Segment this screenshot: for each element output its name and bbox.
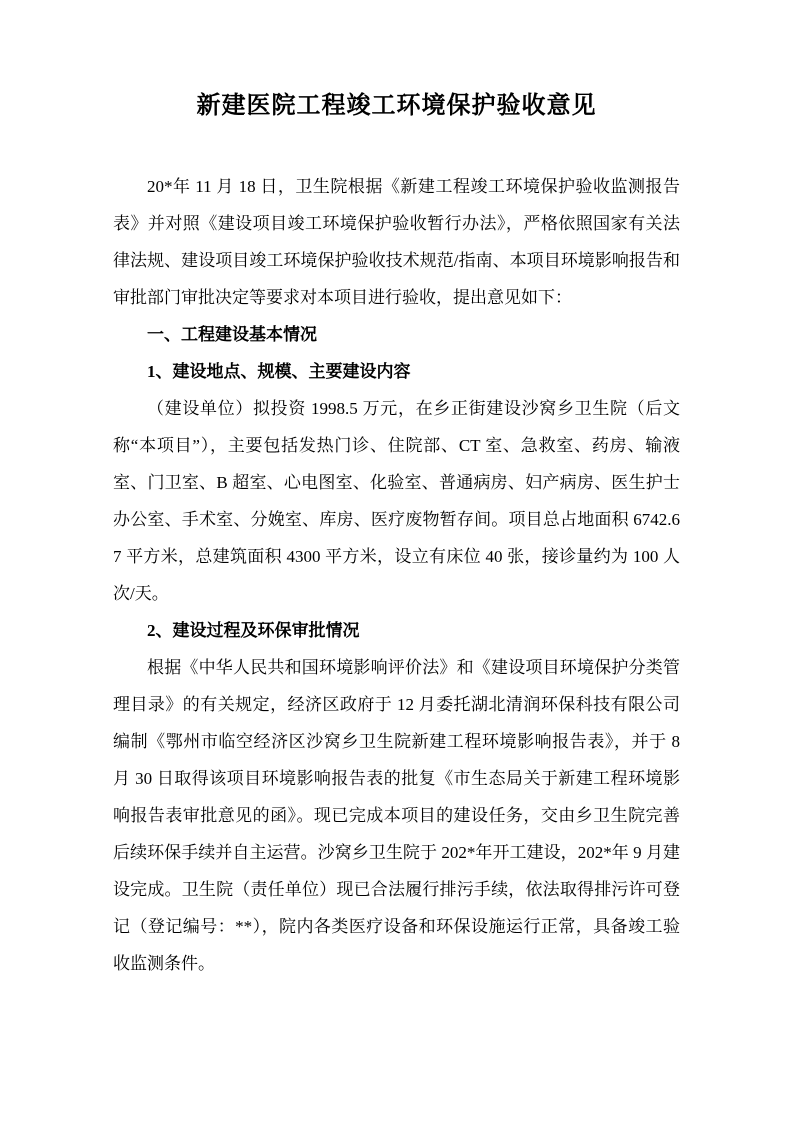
- subsection-1-body: （建设单位）拟投资 1998.5 万元，在乡正街建设沙窝乡卫生院（后文称“本项目”），主要包括发热门诊、住院部、CT 室、急救室、药房、输液室、门卫室、B 超室、心电图室、化验室、普通病房、妇产病房、医生护士办公室、手术室、分娩室、库房、医疗废物暂存间。项目总占地面积 6742.67 平方米，总建筑面积 4300 平方米，设立有床位 40 张，接诊量约为 100 人次/天。: [113, 399, 680, 603]
- intro-paragraph: 20*年 11 月 18 日，卫生院根据《新建工程竣工环境保护验收监测报告表》并对照《建设项目竣工环境保护验收暂行办法》，严格依照国家有关法律法规、建设项目竣工环境保护验收技术规范/指南、本项目环境影响报告和审批部门审批决定等要求对本项目进行验收，提出意见如下：: [113, 177, 680, 307]
- subsection-2-heading: 2、建设过程及环保审批情况: [147, 621, 360, 640]
- section-1-heading: 一、工程建设基本情况: [147, 325, 317, 344]
- subsection-1-heading: 1、建设地点、规模、主要建设内容: [147, 362, 411, 381]
- document-title: 新建医院工程竣工环境保护验收意见: [196, 93, 597, 119]
- subsection-2-body: 根据《中华人民共和国环境影响评价法》和《建设项目环境保护分类管理目录》的有关规定，经济区政府于 12 月委托湖北清润环保科技有限公司编制《鄂州市临空经济区沙窝乡卫生院新建工程环境影响报告表》，并于 8 月 30 日取得该项目环境影响报告表的批复《市生态局关于新建工程环境影响报告表审批意见的函》。现已完成本项目的建设任务，交由乡卫生院完善后续环保手续并自主运营。沙窝乡卫生院于 202*年开工建设，202*年 9 月建设完成。卫生院（责任单位）现已合法履行排污手续，依法取得排污许可登记（登记编号：**），院内各类医疗设备和环保设施运行正常，具备竣工验收监测条件。: [113, 658, 680, 973]
